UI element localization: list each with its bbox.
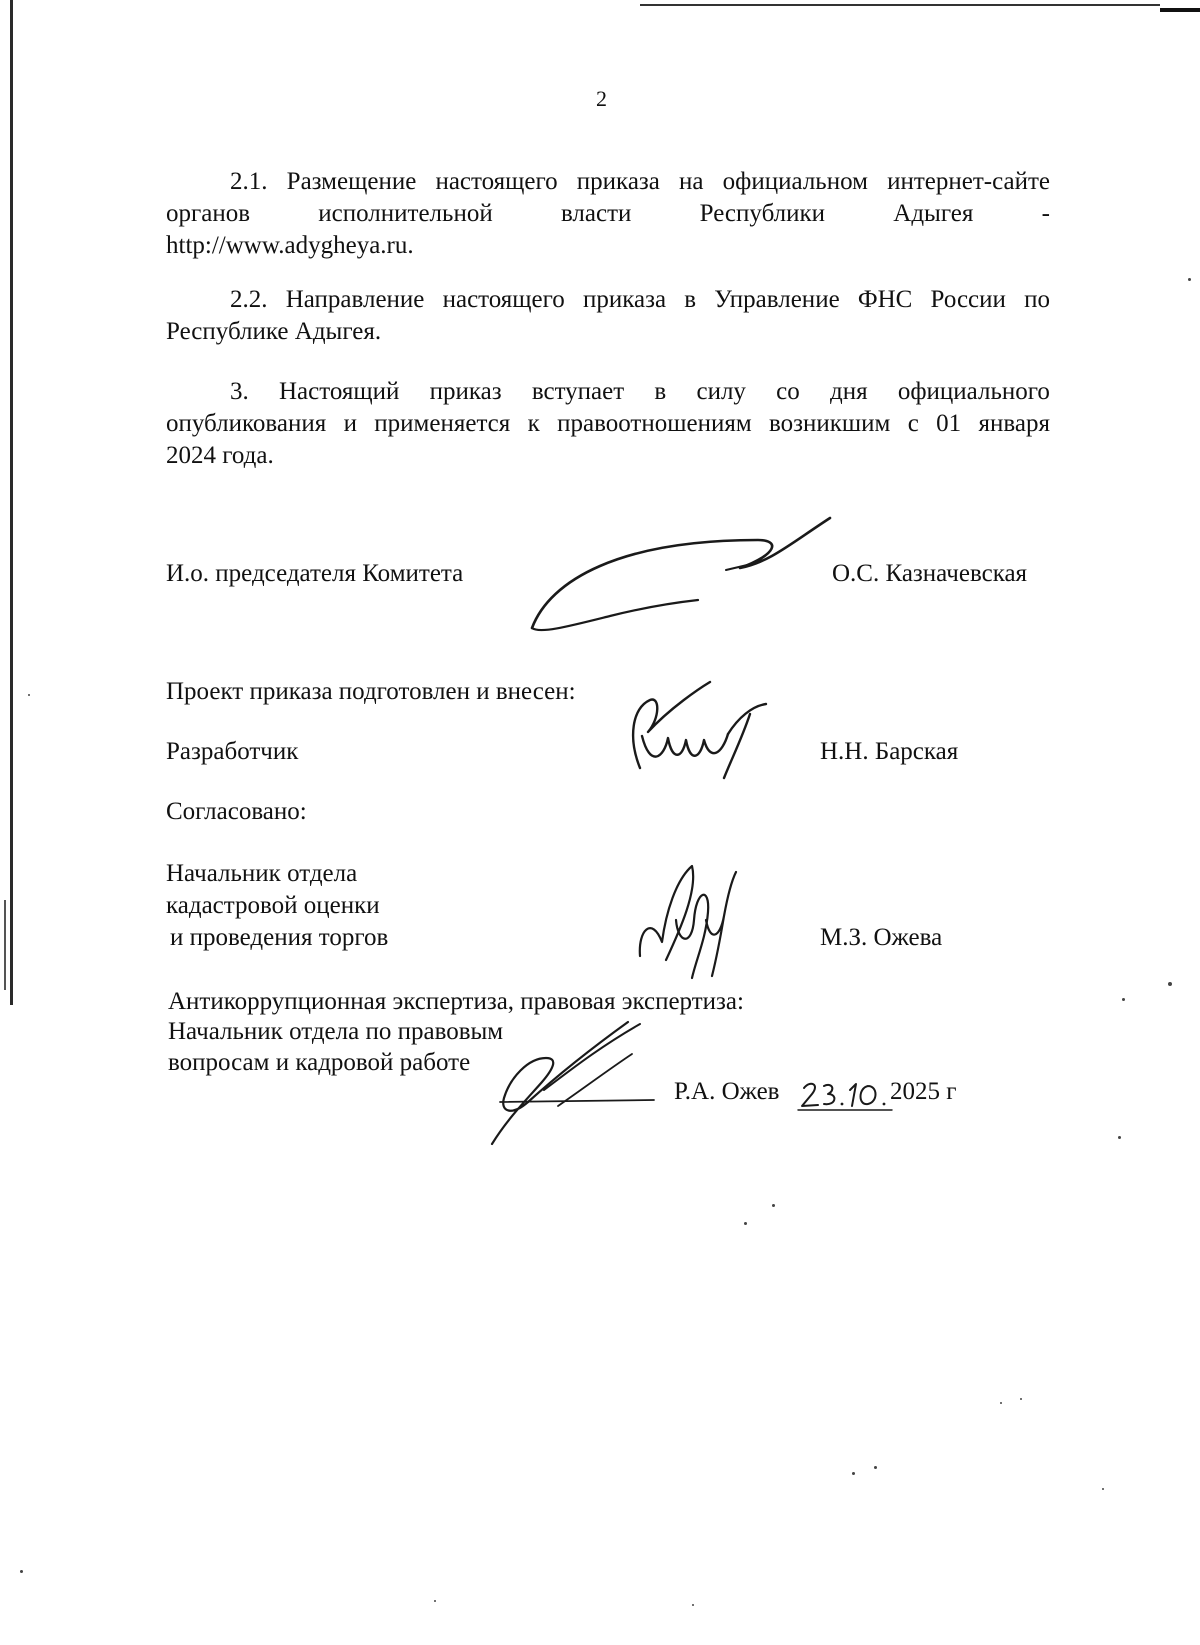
scan-speck [1122, 998, 1125, 1001]
paragraph-line [166, 376, 1050, 408]
page-number: 2 [596, 86, 607, 111]
paragraph-line: Республике Адыгея. [166, 318, 382, 345]
word: дня [830, 378, 868, 405]
paragraph-line: 2024 года. [166, 442, 274, 469]
scan-edge [4, 900, 6, 990]
scan-speck [434, 1600, 436, 1602]
word: Адыгея [893, 200, 974, 227]
expertise-heading: Антикоррупционная экспертиза, правовая экспертиза: [168, 988, 744, 1015]
word: - [1041, 200, 1050, 227]
cadastral-position-line: и проведения торгов [170, 924, 389, 951]
scan-speck [744, 1222, 747, 1225]
paragraph-line: 2.1. Размещение настоящего приказа на официальном интернет-сайте [230, 168, 1050, 195]
scan-speck [1102, 1488, 1104, 1490]
word: приказ [429, 378, 502, 405]
signature-icon [636, 860, 746, 980]
expertise-position-line: вопросам и кадровой работе [168, 1049, 471, 1076]
signature-icon [488, 1018, 668, 1148]
scan-edge [1160, 8, 1200, 12]
paragraph-2-1 [166, 166, 1050, 262]
word: официального [897, 378, 1050, 405]
scan-edge [10, 0, 13, 1005]
scan-speck [1188, 278, 1191, 281]
word: Настоящий [278, 378, 400, 405]
signature-icon [620, 678, 770, 783]
project-prepared-label: Проект приказа подготовлен и внесен: [166, 678, 576, 705]
scan-speck [1118, 1136, 1121, 1139]
expertise-head-name: Р.А. Ожев [674, 1078, 780, 1105]
paragraph-line [166, 198, 1050, 230]
word: силу [696, 378, 746, 405]
word: власти [560, 200, 632, 227]
cadastral-position-line: кадастровой оценки [166, 892, 380, 919]
expertise-position-line: Начальник отдела по правовым [168, 1018, 504, 1045]
word: 3. [230, 378, 249, 405]
chair-position: И.о. председателя Комитета [166, 560, 464, 587]
paragraph-line: 2.2. Направление настоящего приказа в Управление ФНС России по [230, 286, 1050, 313]
word: исполнительной [318, 200, 493, 227]
scan-speck [692, 1604, 694, 1606]
agreed-label: Согласовано: [166, 798, 307, 825]
developer-position: Разработчик [166, 738, 299, 765]
scan-speck [1168, 982, 1172, 986]
paragraph-line: http://www.adygheya.ru. [166, 232, 414, 259]
cadastral-head-name: М.З. Ожева [820, 924, 943, 951]
paragraph-2-2 [166, 284, 1050, 348]
word: со [776, 378, 800, 405]
paragraph-line: опубликования и применяется к правоотношениям возникшим с 01 января [166, 410, 1050, 437]
expertise-year: 2025 г [890, 1078, 957, 1105]
word: в [654, 378, 667, 405]
scan-speck [852, 1472, 855, 1475]
chair-name: О.С. Казначевская [832, 560, 1028, 587]
scan-speck [28, 694, 30, 696]
word: органов [166, 200, 251, 227]
scan-speck [20, 1570, 23, 1573]
paragraph-3 [166, 376, 1050, 472]
word: Республики [699, 200, 826, 227]
scan-speck [874, 1466, 877, 1469]
word: вступает [531, 378, 625, 405]
developer-name: Н.Н. Барская [820, 738, 959, 765]
scan-edge [640, 4, 1160, 6]
scan-speck [1020, 1398, 1022, 1400]
scan-speck [772, 1204, 775, 1207]
scan-speck [1000, 1402, 1002, 1404]
signature-icon [530, 510, 850, 640]
handwritten-date-icon [798, 1078, 894, 1114]
cadastral-position-line: Начальник отдела [166, 860, 358, 887]
